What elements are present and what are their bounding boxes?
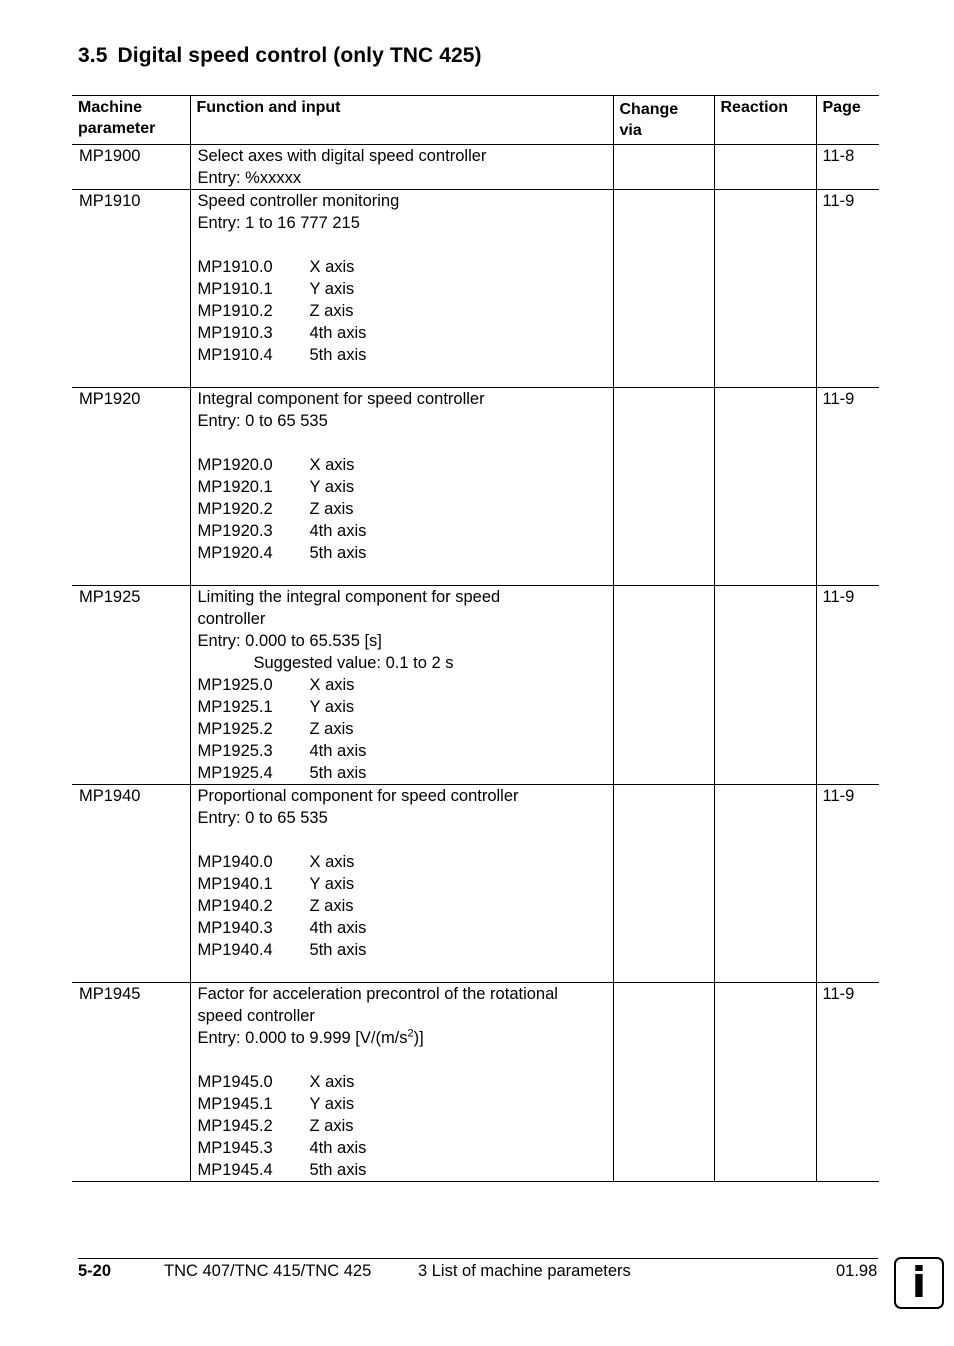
footer-model: TNC 407/TNC 415/TNC 425 [164, 1262, 372, 1280]
section-number: 3.5 [78, 44, 108, 67]
page-cell: 11-8 [816, 145, 879, 190]
axis-subparameter: MP1945.2 Z axis [197, 1117, 354, 1135]
table-row [72, 983, 879, 1182]
axis-subparameter: MP1925.3 4th axis [197, 742, 367, 760]
page-cell: 11-9 [816, 388, 879, 586]
function-cell: Factor for acceleration precontrol of the rotational speed controller Entry: 0.000 to 9.999 $[V/(m/s^2)]$ MP1945.0 X axis MP1945.1 Y axis MP1945.2 Z axis MP1945.3 4th axis MP1945.4 5th axis [190, 983, 613, 1182]
reaction-cell [714, 145, 816, 190]
axis-subparameter: MP1920.4 5th axis [197, 544, 367, 562]
page-cell: 11-9 [816, 983, 879, 1182]
footer-divider [78, 1258, 878, 1259]
parameter-cell: MP1900 [72, 145, 190, 190]
parameter-cell: MP1920 [72, 388, 190, 586]
table-row [72, 190, 879, 388]
axis-subparameter: MP1920.2 Z axis [197, 500, 354, 518]
change-via-cell [613, 785, 714, 983]
page-cell: 11-9 [816, 785, 879, 983]
parameter-cell: MP1925 [72, 586, 190, 785]
change-via-cell [613, 145, 714, 190]
footer-date: 01.98 [836, 1262, 878, 1280]
table-header-row [72, 96, 879, 145]
axis-subparameter: MP1910.2 Z axis [197, 302, 354, 320]
axis-subparameter: MP1920.3 4th axis [197, 522, 367, 540]
table-row [72, 388, 879, 586]
reaction-cell [714, 190, 816, 388]
reaction-cell [714, 785, 816, 983]
axis-subparameter: MP1925.0 X axis [197, 676, 355, 694]
axis-subparameter: MP1920.1 Y axis [197, 478, 355, 496]
reaction-cell [714, 983, 816, 1182]
table-row [72, 785, 879, 983]
page-cell: 11-9 [816, 586, 879, 785]
axis-subparameter: MP1910.3 4th axis [197, 324, 367, 342]
table-row [72, 586, 879, 785]
axis-subparameter: MP1945.4 5th axis [197, 1161, 367, 1179]
function-cell: Integral component for speed controller Entry: 0 to 65 535 MP1920.0 X axis MP1920.1 Y axis MP1920.2 Z axis MP1920.3 4th axis MP1920.4 5th axis [190, 388, 613, 586]
axis-subparameter: MP1925.4 5th axis [197, 764, 367, 782]
info-icon: i [894, 1257, 944, 1309]
header-function-and-input: Function and input [190, 96, 613, 145]
axis-subparameter: MP1925.1 Y axis [197, 698, 355, 716]
suggested-value: Suggested value: 0.1 to 2 s [253, 654, 454, 672]
header-page: Page [816, 96, 879, 145]
axis-subparameter: MP1920.0 X axis [197, 456, 355, 474]
reaction-cell [714, 388, 816, 586]
footer-page-number: 5-20 [78, 1262, 112, 1280]
axis-subparameter: MP1925.2 Z axis [197, 720, 354, 738]
function-cell: Limiting the integral component for speed controller Entry: 0.000 to 65.535 [s] Suggested value: 0.1 to 2 s MP1925.0 X axis MP1925.1 Y axis MP1925.2 Z axis MP1925.3 4th axis MP1925.4 5th axis [190, 586, 613, 785]
page-cell: 11-9 [816, 190, 879, 388]
section-title: Digital speed control (only TNC 425) [117, 44, 482, 67]
reaction-cell [714, 586, 816, 785]
function-cell: Select axes with digital speed controller Entry: %xxxxx [190, 145, 613, 190]
axis-subparameter: MP1910.4 5th axis [197, 346, 367, 364]
parameter-cell: MP1945 [72, 983, 190, 1182]
parameter-cell: MP1910 [72, 190, 190, 388]
change-via-cell [613, 586, 714, 785]
axis-subparameter: MP1940.2 Z axis [197, 897, 354, 915]
table-row [72, 145, 879, 190]
header-reaction: Reaction [714, 96, 816, 145]
header-machine-parameter: Machine parameter [72, 96, 190, 145]
footer-chapter: 3 List of machine parameters [418, 1262, 631, 1280]
axis-subparameter: MP1940.0 X axis [197, 853, 355, 871]
parameter-cell: MP1940 [72, 785, 190, 983]
change-via-cell [613, 388, 714, 586]
axis-subparameter: MP1945.0 X axis [197, 1073, 355, 1091]
change-via-cell [613, 190, 714, 388]
section-heading [78, 44, 482, 68]
axis-subparameter: MP1945.3 4th axis [197, 1139, 367, 1157]
axis-subparameter: MP1940.3 4th axis [197, 919, 367, 937]
axis-subparameter: MP1945.1 Y axis [197, 1095, 355, 1113]
axis-subparameter: MP1940.4 5th axis [197, 941, 367, 959]
function-cell: Speed controller monitoring Entry: 1 to 16 777 215 MP1910.0 X axis MP1910.1 Y axis MP1910.2 Z axis MP1910.3 4th axis MP1910.4 5th axis [190, 190, 613, 388]
axis-subparameter: MP1910.1 Y axis [197, 280, 355, 298]
function-cell: Proportional component for speed controller Entry: 0 to 65 535 MP1940.0 X axis MP1940.1 Y axis MP1940.2 Z axis MP1940.3 4th axis MP1940.4 5th axis [190, 785, 613, 983]
entry-range: Entry: 0.000 to 9.999 $[V/(m/s^2)]$ [197, 1027, 424, 1047]
axis-subparameter: MP1910.0 X axis [197, 258, 355, 276]
change-via-cell [613, 983, 714, 1182]
machine-parameter-table [72, 95, 879, 1182]
axis-subparameter: MP1940.1 Y axis [197, 875, 355, 893]
header-change-via: Change via [613, 96, 714, 145]
